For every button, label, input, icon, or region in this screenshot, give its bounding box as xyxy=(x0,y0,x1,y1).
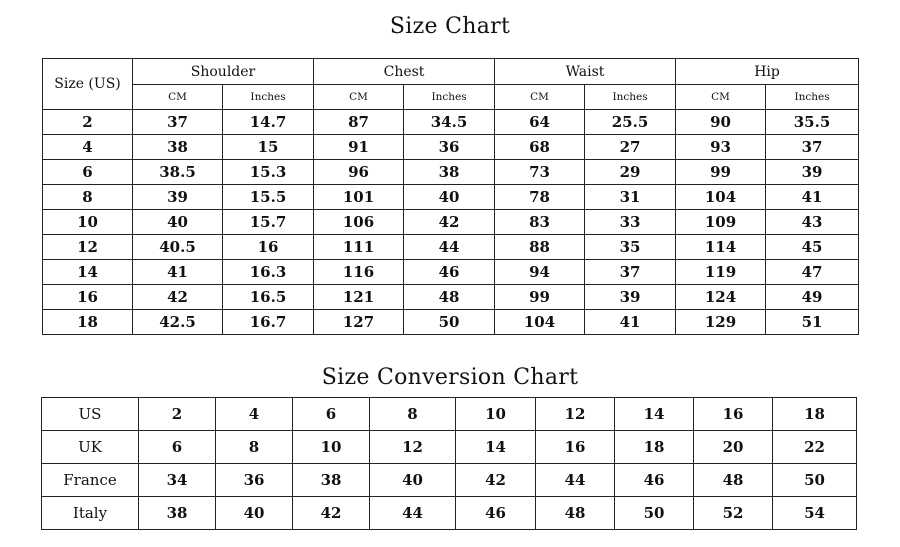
measurement-cell: 16 xyxy=(223,235,314,260)
measurement-cell: 42 xyxy=(404,210,495,235)
measurement-cell: 99 xyxy=(495,285,585,310)
table-row xyxy=(43,110,859,135)
region-label: France xyxy=(42,464,139,497)
table-row xyxy=(43,210,859,235)
measurement-cell: 37 xyxy=(766,135,859,160)
conversion-cell: 10 xyxy=(456,398,536,431)
measurement-cell: 47 xyxy=(766,260,859,285)
measurement-cell: 45 xyxy=(766,235,859,260)
measurement-cell: 41 xyxy=(585,310,676,335)
measurement-cell: 94 xyxy=(495,260,585,285)
conversion-cell: 8 xyxy=(216,431,293,464)
measurement-cell: 34.5 xyxy=(404,110,495,135)
conversion-cell: 46 xyxy=(615,464,694,497)
measurement-cell: 119 xyxy=(676,260,766,285)
size-cell: 18 xyxy=(43,310,133,335)
conversion-cell: 2 xyxy=(139,398,216,431)
measurement-cell: 15.5 xyxy=(223,185,314,210)
measurement-cell: 16.5 xyxy=(223,285,314,310)
size-cell: 16 xyxy=(43,285,133,310)
measurement-cell: 38.5 xyxy=(133,160,223,185)
waist-inches-header: Inches xyxy=(585,85,676,110)
waist-cm-header: CM xyxy=(495,85,585,110)
size-cell: 10 xyxy=(43,210,133,235)
measurement-cell: 33 xyxy=(585,210,676,235)
measurement-cell: 39 xyxy=(585,285,676,310)
conversion-cell: 50 xyxy=(615,497,694,530)
measurement-cell: 35.5 xyxy=(766,110,859,135)
table-row xyxy=(43,260,859,285)
measurement-cell: 15.3 xyxy=(223,160,314,185)
conversion-cell: 42 xyxy=(456,464,536,497)
measurement-cell: 109 xyxy=(676,210,766,235)
measurement-cell: 39 xyxy=(766,160,859,185)
measurement-cell: 90 xyxy=(676,110,766,135)
conversion-cell: 10 xyxy=(293,431,370,464)
conversion-cell: 16 xyxy=(536,431,615,464)
measurement-cell: 14.7 xyxy=(223,110,314,135)
conversion-chart-table xyxy=(41,397,857,530)
conversion-cell: 40 xyxy=(370,464,456,497)
measurement-cell: 40.5 xyxy=(133,235,223,260)
measurement-cell: 40 xyxy=(404,185,495,210)
chest-inches-header: Inches xyxy=(404,85,495,110)
conversion-cell: 44 xyxy=(370,497,456,530)
conversion-cell: 48 xyxy=(694,464,773,497)
measurement-cell: 99 xyxy=(676,160,766,185)
size-chart-table xyxy=(42,58,859,335)
conversion-cell: 6 xyxy=(139,431,216,464)
table-row xyxy=(43,285,859,310)
table-row xyxy=(42,497,857,530)
measurement-cell: 39 xyxy=(133,185,223,210)
measurement-cell: 16.3 xyxy=(223,260,314,285)
measurement-cell: 40 xyxy=(133,210,223,235)
measurement-cell: 35 xyxy=(585,235,676,260)
conversion-cell: 40 xyxy=(216,497,293,530)
measurement-cell: 42.5 xyxy=(133,310,223,335)
size-cell: 4 xyxy=(43,135,133,160)
measurement-cell: 15.7 xyxy=(223,210,314,235)
conversion-cell: 16 xyxy=(694,398,773,431)
measurement-cell: 101 xyxy=(314,185,404,210)
measurement-cell: 41 xyxy=(766,185,859,210)
table-row xyxy=(43,135,859,160)
measurement-cell: 104 xyxy=(495,310,585,335)
shoulder-inches-header: Inches xyxy=(223,85,314,110)
hip-inches-header: Inches xyxy=(766,85,859,110)
size-cell: 12 xyxy=(43,235,133,260)
measurement-cell: 36 xyxy=(404,135,495,160)
measurement-cell: 38 xyxy=(404,160,495,185)
conversion-cell: 4 xyxy=(216,398,293,431)
conversion-cell: 18 xyxy=(615,431,694,464)
conversion-cell: 18 xyxy=(773,398,857,431)
measurement-cell: 114 xyxy=(676,235,766,260)
measurement-cell: 87 xyxy=(314,110,404,135)
measurement-cell: 16.7 xyxy=(223,310,314,335)
conversion-cell: 12 xyxy=(536,398,615,431)
measurement-cell: 83 xyxy=(495,210,585,235)
table-row xyxy=(42,464,857,497)
conversion-cell: 48 xyxy=(536,497,615,530)
table-row xyxy=(43,160,859,185)
region-label: UK xyxy=(42,431,139,464)
conversion-chart-title: Size Conversion Chart xyxy=(321,365,579,390)
measurement-cell: 49 xyxy=(766,285,859,310)
measurement-cell: 38 xyxy=(133,135,223,160)
measurement-cell: 93 xyxy=(676,135,766,160)
size-cell: 8 xyxy=(43,185,133,210)
table-row xyxy=(42,398,857,431)
table-row xyxy=(43,310,859,335)
measurement-cell: 44 xyxy=(404,235,495,260)
size-chart-body xyxy=(43,110,859,335)
measurement-cell: 68 xyxy=(495,135,585,160)
shoulder-cm-header: CM xyxy=(133,85,223,110)
measurement-cell: 48 xyxy=(404,285,495,310)
shoulder-header: Shoulder xyxy=(133,59,314,85)
table-row xyxy=(42,431,857,464)
conversion-cell: 52 xyxy=(694,497,773,530)
conversion-cell: 36 xyxy=(216,464,293,497)
conversion-cell: 22 xyxy=(773,431,857,464)
measurement-cell: 91 xyxy=(314,135,404,160)
conversion-cell: 38 xyxy=(293,464,370,497)
measurement-cell: 121 xyxy=(314,285,404,310)
measurement-cell: 64 xyxy=(495,110,585,135)
conversion-cell: 34 xyxy=(139,464,216,497)
measurement-cell: 106 xyxy=(314,210,404,235)
conversion-cell: 50 xyxy=(773,464,857,497)
measurement-cell: 46 xyxy=(404,260,495,285)
chest-header: Chest xyxy=(314,59,495,85)
table-row xyxy=(43,235,859,260)
size-chart-title: Size Chart xyxy=(389,14,511,39)
conversion-cell: 38 xyxy=(139,497,216,530)
measurement-cell: 31 xyxy=(585,185,676,210)
size-us-header: Size (US) xyxy=(43,59,133,110)
measurement-cell: 50 xyxy=(404,310,495,335)
chest-cm-header: CM xyxy=(314,85,404,110)
conversion-cell: 6 xyxy=(293,398,370,431)
measurement-cell: 27 xyxy=(585,135,676,160)
conversion-cell: 14 xyxy=(615,398,694,431)
measurement-cell: 73 xyxy=(495,160,585,185)
table-row xyxy=(43,185,859,210)
conversion-chart-body xyxy=(42,398,857,530)
conversion-cell: 42 xyxy=(293,497,370,530)
measurement-cell: 15 xyxy=(223,135,314,160)
size-cell: 6 xyxy=(43,160,133,185)
region-label: US xyxy=(42,398,139,431)
measurement-cell: 124 xyxy=(676,285,766,310)
conversion-cell: 14 xyxy=(456,431,536,464)
measurement-cell: 29 xyxy=(585,160,676,185)
measurement-cell: 127 xyxy=(314,310,404,335)
measurement-cell: 43 xyxy=(766,210,859,235)
measurement-cell: 37 xyxy=(133,110,223,135)
measurement-cell: 42 xyxy=(133,285,223,310)
measurement-cell: 129 xyxy=(676,310,766,335)
measurement-cell: 78 xyxy=(495,185,585,210)
measurement-cell: 111 xyxy=(314,235,404,260)
measurement-cell: 51 xyxy=(766,310,859,335)
measurement-cell: 116 xyxy=(314,260,404,285)
measurement-cell: 37 xyxy=(585,260,676,285)
size-cell: 14 xyxy=(43,260,133,285)
measurement-cell: 104 xyxy=(676,185,766,210)
size-cell: 2 xyxy=(43,110,133,135)
measurement-cell: 25.5 xyxy=(585,110,676,135)
conversion-cell: 54 xyxy=(773,497,857,530)
conversion-cell: 12 xyxy=(370,431,456,464)
conversion-cell: 46 xyxy=(456,497,536,530)
measurement-cell: 88 xyxy=(495,235,585,260)
hip-cm-header: CM xyxy=(676,85,766,110)
region-label: Italy xyxy=(42,497,139,530)
measurement-cell: 41 xyxy=(133,260,223,285)
hip-header: Hip xyxy=(676,59,859,85)
conversion-cell: 44 xyxy=(536,464,615,497)
waist-header: Waist xyxy=(495,59,676,85)
conversion-cell: 8 xyxy=(370,398,456,431)
conversion-cell: 20 xyxy=(694,431,773,464)
measurement-cell: 96 xyxy=(314,160,404,185)
